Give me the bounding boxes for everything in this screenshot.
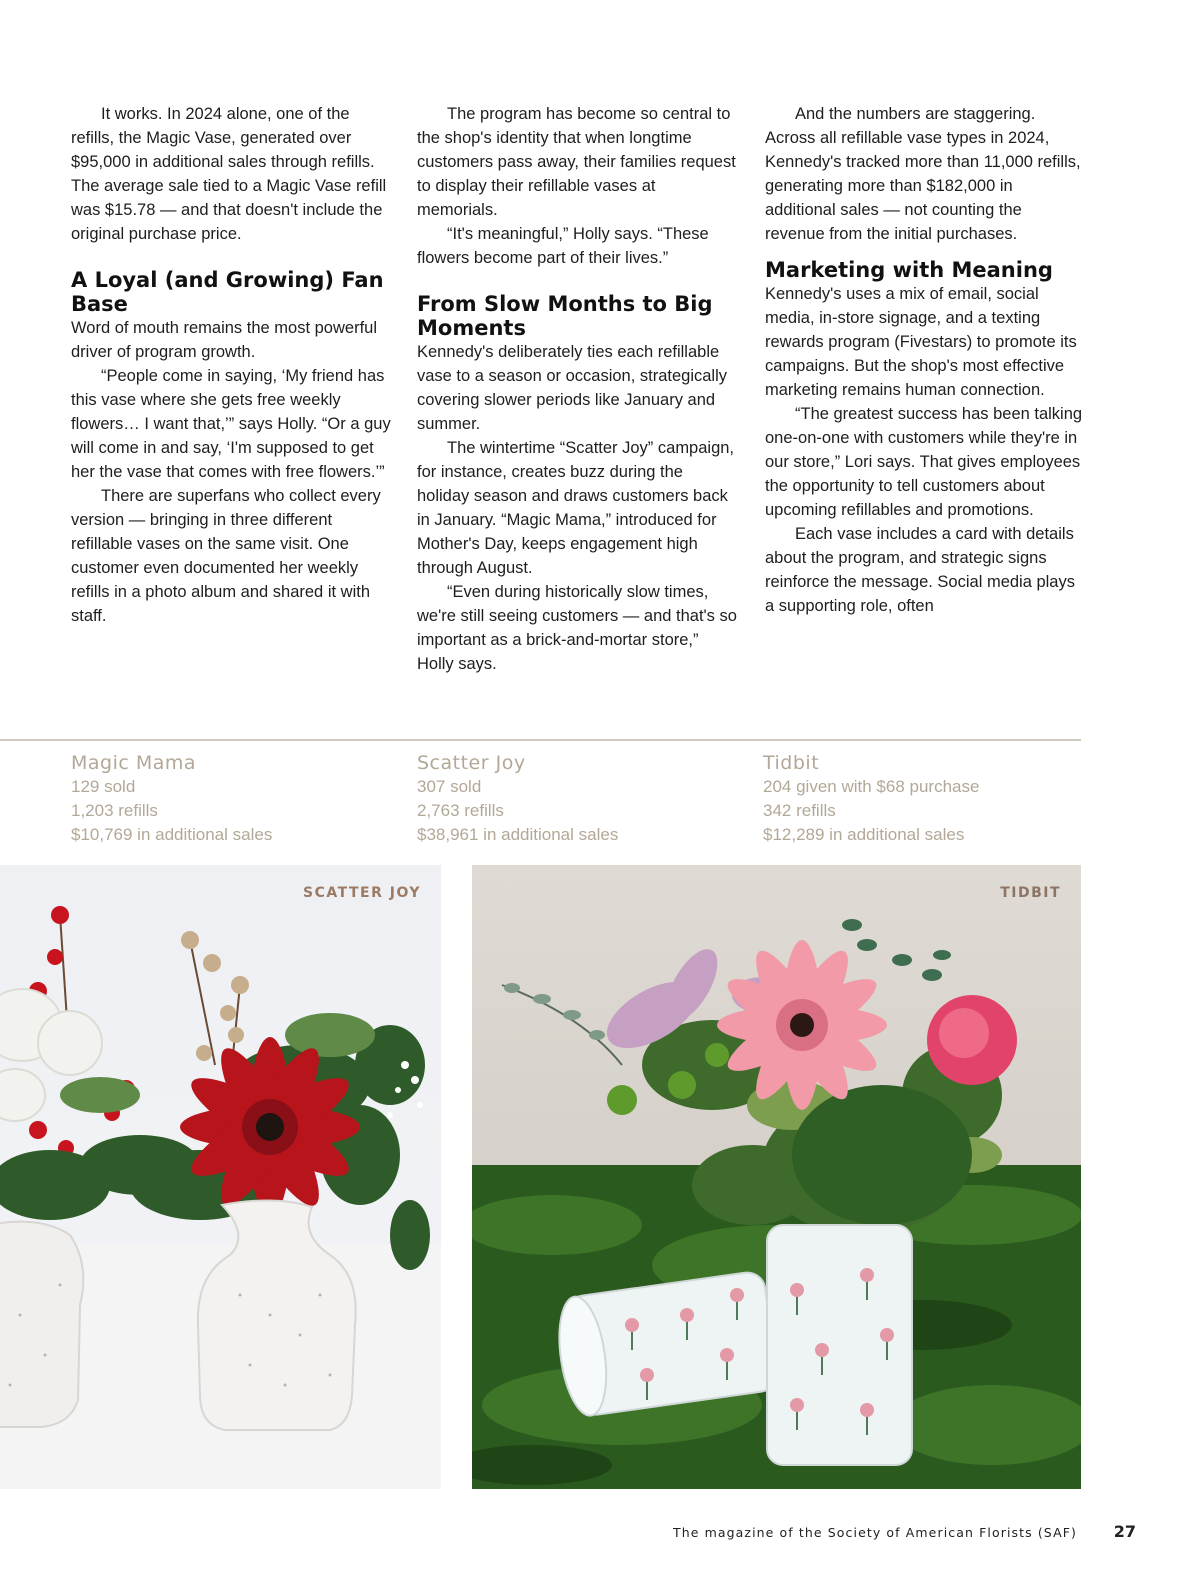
photo-caption-label: SCATTER JOY (303, 885, 421, 901)
paragraph: There are superfans who collect every version — bringing in three different refillable vases on the same visit. One customer even documented her weekly refills in a photo album and shared it with staff. (71, 487, 381, 625)
paragraph: “The greatest success has been talking one-on-one with customers while they're in our store,” Lori says. That gives employees the opportunity to tell customers about upcoming refillables and promotions. (765, 405, 1083, 519)
paragraph: Word of mouth remains the most powerful driver of program growth. (71, 319, 377, 361)
paragraph: The wintertime “Scatter Joy” campaign, for instance, creates buzz during the holiday season and draws customers back in January. “Magic Mama,” introduced for Mother's Day, keeps engagement high through August. (417, 439, 735, 577)
stat-line: 307 sold (417, 777, 482, 796)
stat-line: 129 sold (71, 777, 136, 796)
stat-block-tidbit (763, 750, 1083, 847)
tidbit-illustration (472, 865, 1081, 1489)
paragraph: “Even during historically slow times, we're still seeing customers — and that's so important as a brick-and-mortar store,” Holly says. (417, 583, 737, 673)
stat-line: $38,961 in additional sales (417, 825, 619, 844)
stat-name: Magic Mama (71, 752, 197, 774)
stat-block-scatter-joy (417, 750, 737, 847)
paragraph: The program has become so central to the shop's identity that when longtime customers pass away, their families request to display their refillable vases at memorials. (417, 105, 736, 219)
stat-line: 342 refills (763, 801, 836, 820)
magazine-credit: The magazine of the Society of American Florists (SAF) (672, 1525, 1077, 1540)
stat-name: Scatter Joy (417, 752, 526, 774)
page-footer (0, 1523, 1200, 1547)
stat-line: $10,769 in additional sales (71, 825, 273, 844)
page-number: 27 (1113, 1522, 1136, 1541)
scatter-joy-photo (0, 865, 441, 1489)
stat-line: $12,289 in additional sales (763, 825, 965, 844)
section-heading: A Loyal (and Growing) Fan Base (71, 268, 384, 316)
stat-line: 2,763 refills (417, 801, 504, 820)
paragraph: Kennedy's uses a mix of email, social media, in-store signage, and a texting rewards program (Fivestars) to promote its campaigns. But the shop's most effective marketing remains human connection. (765, 285, 1077, 399)
stat-line: 1,203 refills (71, 801, 158, 820)
scatter-joy-illustration (0, 865, 441, 1489)
photo-caption-label: TIDBIT (1000, 885, 1061, 901)
article-column-2 (417, 102, 737, 676)
section-heading: From Slow Months to Big Moments (417, 292, 713, 340)
article-column-3 (765, 102, 1083, 618)
stat-line: 204 given with $68 purchase (763, 777, 980, 796)
article-column-1 (71, 102, 391, 628)
paragraph: And the numbers are staggering. Across all refillable vase types in 2024, Kennedy's tracked more than 11,000 refills, generating more than $182,000 in additional sales — not counting the revenue from the initial purchases. (765, 105, 1081, 243)
stat-block-magic-mama (71, 750, 391, 847)
stat-name: Tidbit (763, 752, 820, 774)
tidbit-photo (472, 865, 1081, 1489)
paragraph: Kennedy's deliberately ties each refillable vase to a season or occasion, strategically covering slower periods like January and summer. (417, 343, 727, 433)
paragraph: “It's meaningful,” Holly says. “These flowers become part of their lives.” (417, 225, 709, 267)
divider-rule (0, 739, 1081, 741)
paragraph: “People come in saying, ‘My friend has this vase where she gets free weekly flowers… I want that,’” says Holly. “Or a guy will come in and say, ‘I'm supposed to get her the vase that comes with free flowers.’” (71, 367, 391, 481)
paragraph: It works. In 2024 alone, one of the refills, the Magic Vase, generated over $95,000 in additional sales through refills. The average sale tied to a Magic Vase refill was $15.78 — and that doesn't include the original purchase price. (71, 105, 387, 243)
section-heading: Marketing with Meaning (765, 258, 1053, 282)
paragraph: Each vase includes a card with details about the program, and strategic signs reinforce the message. Social media plays a supporting role, often (765, 525, 1075, 615)
